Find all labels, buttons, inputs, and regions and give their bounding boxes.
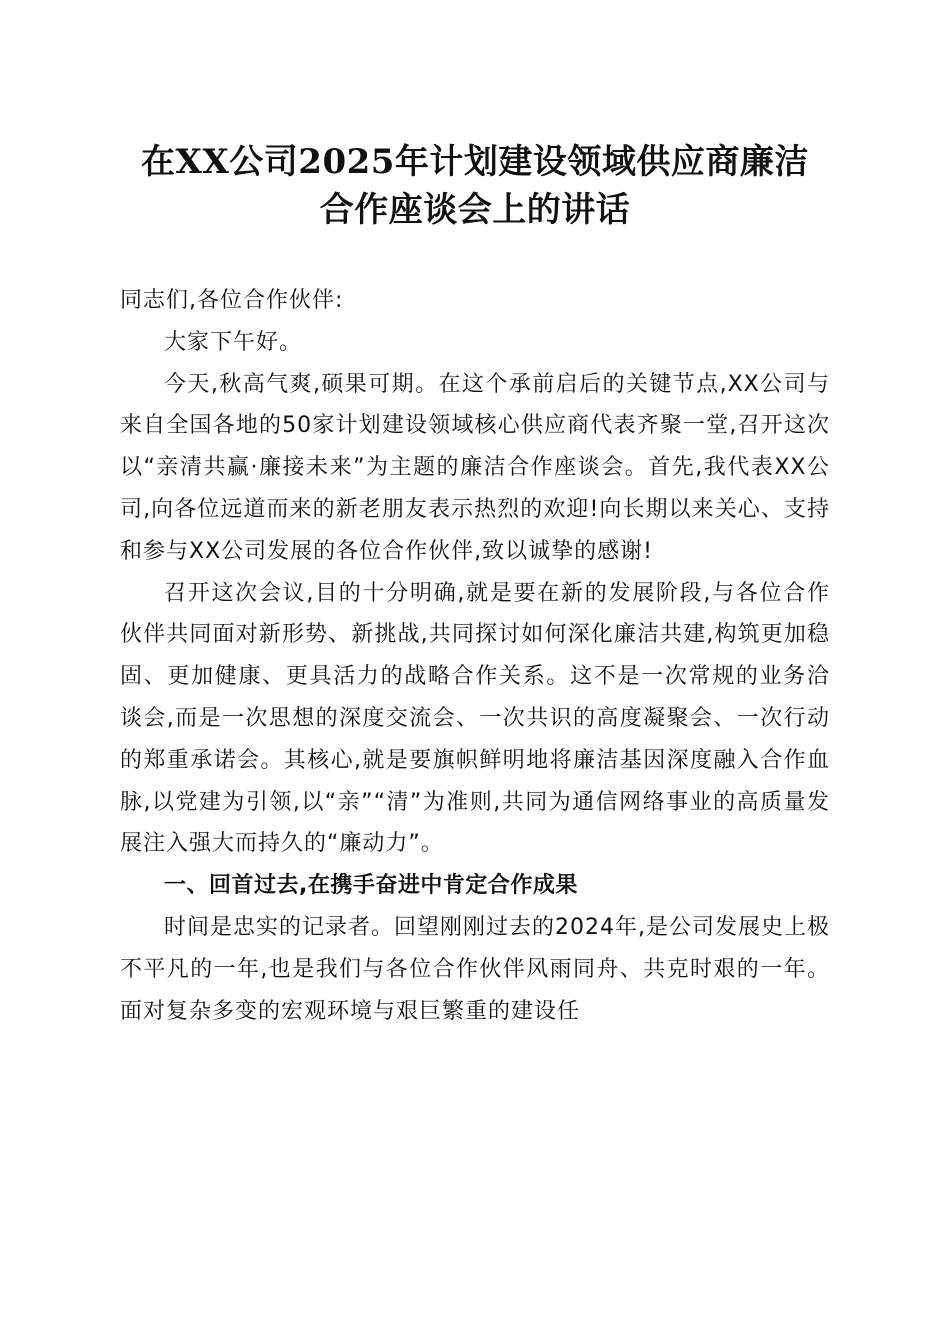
paragraph-opening: 今天,秋高气爽,硕果可期。在这个承前启后的关键节点,XX公司与来自全国各地的50家计划建设领域核心供应商代表齐聚一堂,召开这次以“亲清共赢·廉接未来”为主题的廉洁合作座谈会。首先,我代表XX公司,向各位远道而来的新老朋友表示热烈的欢迎!向长期以来关心、支持和参与XX公司发展的各位合作伙伴,致以诚挚的感谢!	[120, 371, 830, 564]
paragraph-purpose: 召开这次会议,目的十分明确,就是要在新的发展阶段,与各位合作伙伴共同面对新形势、新挑战,共同探讨如何深化廉洁共建,构筑更加稳固、更加健康、更具活力的战略合作关系。这不是一次常规的业务洽谈会,而是一次思想的深度交流会、一次共识的高度凝聚会、一次行动的郑重承诺会。其核心,就是要旗帜鲜明地将廉洁基因深度融入合作血脉,以党建为引领,以“亲”“清”为准则,共同为通信网络事业的高质量发展注入强大而持久的“廉动力”。	[120, 580, 830, 857]
paragraph-review: 时间是忠实的记录者。回望刚刚过去的2024年,是公司发展史上极不平凡的一年,也是我们与各位合作伙伴风雨同舟、共克时艰的一年。面对复杂多变的宏观环境与艰巨繁重的建设任	[120, 914, 830, 1024]
salutation: 同志们,各位合作伙伴:	[120, 288, 344, 313]
section-heading: 一、回首过去,在携手奋进中肯定合作成果	[164, 873, 578, 899]
document-title	[120, 138, 830, 234]
document-body	[120, 280, 830, 1032]
title-line-1: 在XX公司2025年计划建设领域供应商廉洁	[141, 142, 809, 182]
title-line-2: 合作座谈会上的讲话	[319, 190, 631, 230]
paragraph-greeting: 大家下午好。	[164, 329, 303, 355]
